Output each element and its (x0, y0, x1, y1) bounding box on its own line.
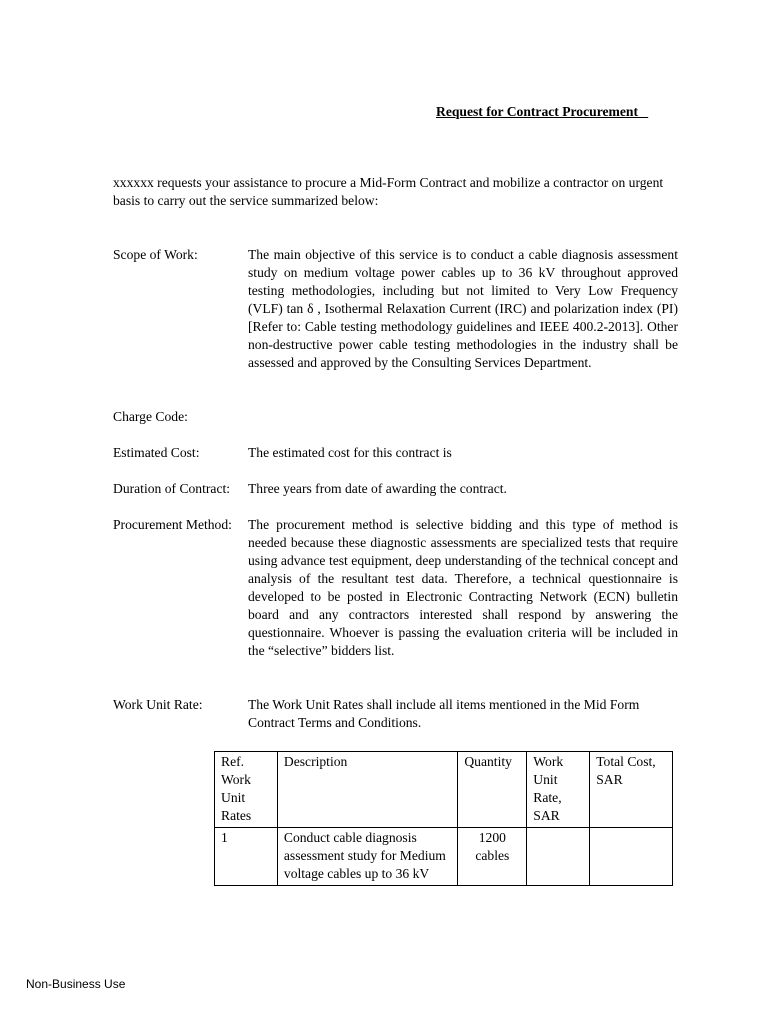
work-unit-rate-table (214, 751, 673, 886)
footer-classification: Non-Business Use (26, 977, 126, 991)
document-title: Request for Contract Procurement (436, 104, 649, 119)
header-ref-work-unit-rates: Ref. Work Unit Rates (215, 752, 278, 828)
intro-paragraph: xxxxxx requests your assistance to procure a Mid-Form Contract and mobilize a contractor on urgent basis to carry out the service summarized below: (113, 175, 664, 208)
field-label: Duration of Contract: (113, 481, 231, 496)
field-value: Three years from date of awarding the contract. (248, 481, 507, 496)
table-header-row (215, 752, 673, 828)
header-total-cost: Total Cost, SAR (590, 752, 673, 828)
field-label: Estimated Cost: (113, 445, 200, 460)
field-label: Scope of Work: (113, 247, 198, 262)
cell-total-cost (590, 828, 673, 886)
table-row (215, 828, 673, 886)
field-value: The procurement method is selective bidding and this type of method is needed because these diagnostic assessments are specialized tests that require using advance test equipment, deep understanding of the technical concept and analysis of the resultant test data. Therefore, a technical questionnaire is developed to be posted in Electronic Contracting Network (ECN) bulletin board and any contractors interested shall respond by answering the questionnaire. Whoever is passing the evaluation criteria will be included in the “selective” bidders list. (248, 517, 678, 658)
cell-quantity: 1200 cables (458, 828, 527, 886)
header-quantity: Quantity (458, 752, 527, 828)
cell-description: Conduct cable diagnosis assessment study for Medium voltage cables up to 36 kV (277, 828, 457, 886)
field-label: Charge Code: (113, 409, 188, 424)
cell-ref: 1 (215, 828, 278, 886)
cell-work-unit-rate (527, 828, 590, 886)
field-label: Work Unit Rate: (113, 697, 203, 712)
field-label: Procurement Method: (113, 517, 232, 532)
field-value: The estimated cost for this contract is (248, 445, 452, 460)
header-description: Description (277, 752, 457, 828)
field-value: The main objective of this service is to conduct a cable diagnosis assessment study on medium voltage power cables up to 36 kV throughout approved testing methodologies, including but not limited to Very Low Frequency (VLF) tan δ , Isothermal Relaxation Current (IRC) and polarization index (PI) [Refer to: Cable testing methodology guidelines and IEEE 400.2-2013]. Other non-destructive power cable testing methodologies in the industry shall be assessed and approved by the Consulting Services Department. (248, 247, 678, 370)
header-work-unit-rate: Work Unit Rate, SAR (527, 752, 590, 828)
field-value: The Work Unit Rates shall include all items mentioned in the Mid Form Contract Terms and Conditions. (248, 697, 640, 730)
